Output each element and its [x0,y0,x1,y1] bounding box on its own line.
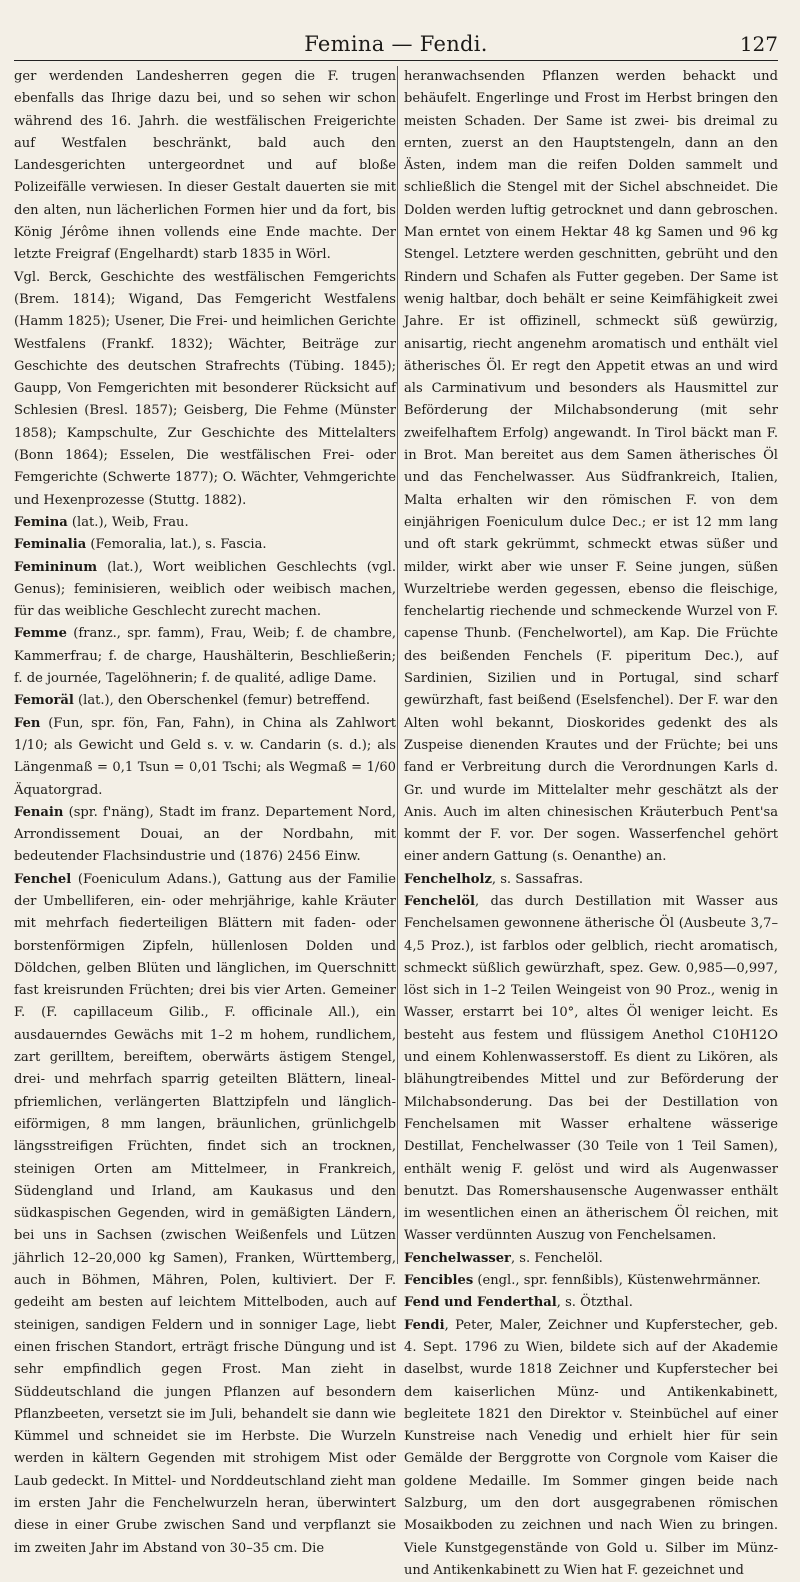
entry-text: (lat.), den Oberschenkel (femur) betreffend. [73,693,371,709]
entry-fenchel [14,869,396,1560]
entry-fend [404,1292,778,1314]
entry-text: (Femoralia, lat.), s. Fascia. [86,537,267,553]
headword: Femoräl [14,693,74,709]
entry-fenchelol [404,891,778,1248]
continuation-text: heranwachsenden Pflanzen werden behackt und behäufelt. Engerlinge und Frost im Herbst bringen den meisten Schaden. Der Same ist zwei- bis dreimal zu ernten, zuerst an den Hauptstengeln, dann an den Ästen, indem man die reifen Dolden sammelt und schließlich die Stengel mit der Sichel abschneidet. Die Dolden werden luftig getrocknet und dann gebroschen. Man erntet von einem Hektar 48 kg Samen und 96 kg Stengel. Letztere werden geschnitten, gebrüht und den Rindern und Schafen als Futter gegeben. Der Same ist wenig haltbar, doch behält er seine Keimfähigkeit zwei Jahre. Er ist offizinell, schmeckt süß gewürzig, anisartig, riecht angenehm aromatisch und enthält viel ätherisches Öl. Er regt den Appetit etwas an und wird als Carminativum und besonders als Hausmittel zur Beförderung der Milchabsonderung (mit sehr zweifelhaftem Erfolg) angewandt. In Tirol bäckt man F. in Brot. Man bereitet aus dem Samen ätherisches Öl und das Fenchelwasser. Aus Südfrankreich, Italien, Malta erhalten wir den römischen F. von dem einjährigen Foeniculum dulce Dec.; er ist 12 mm lang und oft stark gekrümmt, schmeckt etwas süßer und milder, wirkt aber wie unser F. Seine jungen, süßen Wurzeltriebe werden gegessen, ebenso die fleischige, fenchelartig riechende und schmeckende Wurzel von F. capense Thunb. (Fenchelwortel), am Kap. Die Früchte des beißenden Fenchels (F. piperitum Dec.), auf Sardinien, Sizilien und in Portugal, sind scharf gewürzhaft, fast beißend (Eselsfenchel). Der F. war den Alten wohl bekannt, Dioskorides gedenkt des als Zuspeise dienenden Krautes und der Früchte; bei uns fand er Verbreitung durch die Verordnungen Karls d. Gr. und wurde im Mittelalter mehr geschätzt als der Anis. Auch im alten chinesischen Kräuterbuch Pent'sa kommt der F. vor. Der sogen. Wasserfenchel gehört einer andern Gattung (s. Oenanthe) an. [404,69,778,865]
right-column [404,66,778,1578]
entry-text: , das durch Destillation mit Wasser aus Fenchelsamen gewonnene ätherische Öl (Ausbeute 3,7–4,5 Proz.), ist farblos oder gelblich, riecht aromatisch, schmeckt süßlich gewürzhaft, spez. Gew. 0,985—0,997, löst sich in 1–2 Teilen Weingeist von 90 Proz., wenig in Wasser, erstarrt bei 10°, altes Öl weniger leicht. Es besteht aus festem und flüssigem Anethol C10H12O und einem Kohlenwasserstoff. Es dient zu Likören, als blähungtreibendes Mittel und zur Beförderung der Milchabsonderung. Das bei der Destillation von Fenchelsamen mit Wasser erhaltene wässerige Destillat, Fenchelwasser (30 Teile von 1 Teil Samen), enthält wenig F. gelöst und wird als Augenwasser benutzt. Das Romershausensche Augenwasser enthält im wesentlichen einen an ätherischem Öl reichen, mit Wasser verdünnten Auszug von Fenchelsamen. [404,893,778,1244]
entry-text: (Fun, spr. fön, Fan, Fahn), in China als Zahlwort 1/10; als Gewicht und Geld s. v. w. Candarin (s. d.); als Längenmaß = 0,1 Tsun = 0,01 Tschi; als Wegmaß = 1/60 Äquatorgrad. [14,715,396,798]
headword: Fenain [14,804,64,820]
headword: Femininum [14,559,98,575]
entry-text: , s. Sassafras. [491,871,584,887]
page-number: 127 [739,32,778,56]
entry-fenchelwasser [404,1248,778,1270]
entry-text: (Foeniculum Adans.), Gattung aus der Familie der Umbelliferen, ein- oder mehrjährige, kahle Kräuter mit mehrfach fiederteiligen Blättern mit faden- oder borstenförmigen Zipfeln, hüllenlosen Dolden und Döldchen, gelben Blüten und länglichen, im Querschnitt fast kreisrunden Früchten; drei bis vier Arten. Gemeiner F. (F. capillaceum Gilib., F. officinale All.), ein ausdauerndes Gewächs mit 1–2 m hohem, rundlichem, zart gerilltem, bereiftem, oberwärts ästigem Stengel, drei- und mehrfach sparrig geteilten Blättern, lineal-pfriemlichen, verlängerten Blattzipfeln und länglich-eiförmigen, 8 mm langen, bräunlichen, grünlichgelb längsstreifigen Früchten, findet sich an trocknen, steinigen Orten am Mittelmeer, in Frankreich, Südengland und Irland, am Kaukasus und den südkaspischen Gegenden, wird in gemäßigten Ländern, bei uns in Sachsen (zwischen Weißenfels und Lützen jährlich 12–20,000 kg Samen), Franken, Württemberg, auch in Böhmen, Mähren, Polen, kultiviert. Der F. gedeiht am besten auf leichtem Mittelboden, auch auf steinigen, sandigen Feldern und in sonniger Lage, liebt einen frischen Standort, erträgt frische Düngung und ist sehr empfindlich gegen Frost. Man zieht in Süddeutschland die jungen Pflanzen auf besondern Pflanzbeeten, versetzt sie im Juli, behandelt sie dann wie Kümmel und schneidet sie im Herbste. Die Wurzeln werden in kältern Gegenden mit strohigem Mist oder Laub gedeckt. In Mittel- und Norddeutschland zieht man im ersten Jahr die Fenchelwurzeln heran, überwintert diese in einer Grube zwischen Sand und verpflanzt sie im zweiten Jahr im Abstand von 30–35 cm. Die [14,871,396,1556]
entry-text: , Peter, Maler, Zeichner und Kupferstecher, geb. 4. Sept. 1796 zu Wien, bildete sich auf der Akademie daselbst, wurde 1818 Zeichner und Kupferstecher bei dem kaiserlichen Münz- und Antikenkabinett, begleitete 1821 den Direktor v. Steinbüchel auf einer Kunstreise nach Venedig und erhielt hier für sein Gemälde der Berggrotte von Corgnole vom Kaiser die goldene Medaille. Im Sommer gingen beide nach Salzburg, um den dort ausgegrabenen römischen Mosaikboden zu zeichnen und nach Wien zu bringen. Viele Kunstgegenstände von Gold u. Silber im Münz- und Antikenkabinett zu Wien hat F. gezeichnet und [404,1317,778,1578]
entry-text: , s. Ötzthal. [556,1295,633,1311]
entry-femoral [14,690,396,712]
entry-fendi [404,1315,778,1582]
entry-fenain [14,802,396,869]
bibliography-paragraph: Vgl. Berck, Geschichte des westfälischen Femgerichts (Brem. 1814); Wigand, Das Femgericht Westfalens (Hamm 1825); Usener, Die Frei- und heimlichen Gerichte Westfalens (Frankf. 1832); Wächter, Beiträge zur Geschichte des deutschen Strafrechts (Tübing. 1845); Gaupp, Von Femgerichten mit besonderer Rücksicht auf Schlesien (Bresl. 1857); Geisberg, Die Fehme (Münster 1858); Kampschulte, Zur Geschichte des Mittelalters (Bonn 1864); Esselen, Die westfälischen Frei- oder Femgerichte (Schwerte 1877); O. Wächter, Vehmgerichte und Hexenprozesse (Stuttg. 1882). [14,269,396,508]
page-header [14,30,778,61]
entry-text: (franz., spr. famm), Frau, Weib; f. de chambre, Kammerfrau; f. de charge, Haushälterin, Beschließerin; f. de journée, Tagelöhnerin; f. de qualité, adlige Dame. [14,626,396,687]
entry-femina [14,512,396,534]
column-divider [397,66,398,1264]
headword: Fenchelholz [404,871,492,887]
headword: Femme [14,626,67,642]
headword: Fen [14,715,41,731]
headword: Fenchel [14,871,72,887]
entry-text: (lat.), Wort weiblichen Geschlechts (vgl. Genus); feminisieren, weiblich oder weibisch machen, für das weibliche Geschlecht zurecht machen. [14,559,396,620]
entry-text: , s. Fenchelöl. [510,1250,603,1266]
entry-text: (engl., spr. fennßibls), Küstenwehrmänner. [473,1273,761,1289]
headword: Fenchelöl [404,893,475,909]
headword: Fenchelwasser [404,1250,511,1266]
headword: Feminalia [14,537,87,553]
headword: Fend und Fenderthal [404,1295,557,1311]
entry-feminalia [14,534,396,556]
headword: Femina [14,514,68,530]
entry-fenchelholz [404,869,778,891]
entry-text: (lat.), Weib, Frau. [67,514,189,530]
entry-text: (spr. f'näng), Stadt im franz. Departement Nord, Arrondissement Douai, an der Nordbahn, mit bedeutender Flachsindustrie und (1876) 2456 Einw. [14,804,396,865]
entry-femme [14,623,396,690]
entry-fen [14,713,396,802]
headword: Fendi [404,1317,445,1333]
running-title: Femina — Fendi. [304,32,488,56]
headword: Fencibles [404,1273,474,1289]
entry-femininum [14,557,396,624]
left-column [14,66,396,1556]
entry-fencibles [404,1270,778,1292]
continuation-text: ger werdenden Landesherren gegen die F. trugen ebenfalls das Ihrige dazu bei, und so sehen wir schon während des 16. Jahrh. die westfälischen Freigerichte auf Westfalen beschränkt, bald auch den Landesgerichten untergeordnet und auf bloße Polizeifälle verwiesen. In dieser Gestalt dauerten sie mit den alten, nun lächerlichen Formen hier und da fort, bis König Jérôme ihnen vollends eine Ende machte. Der letzte Freigraf (Engelhardt) starb 1835 in Wörl. [14,69,396,263]
